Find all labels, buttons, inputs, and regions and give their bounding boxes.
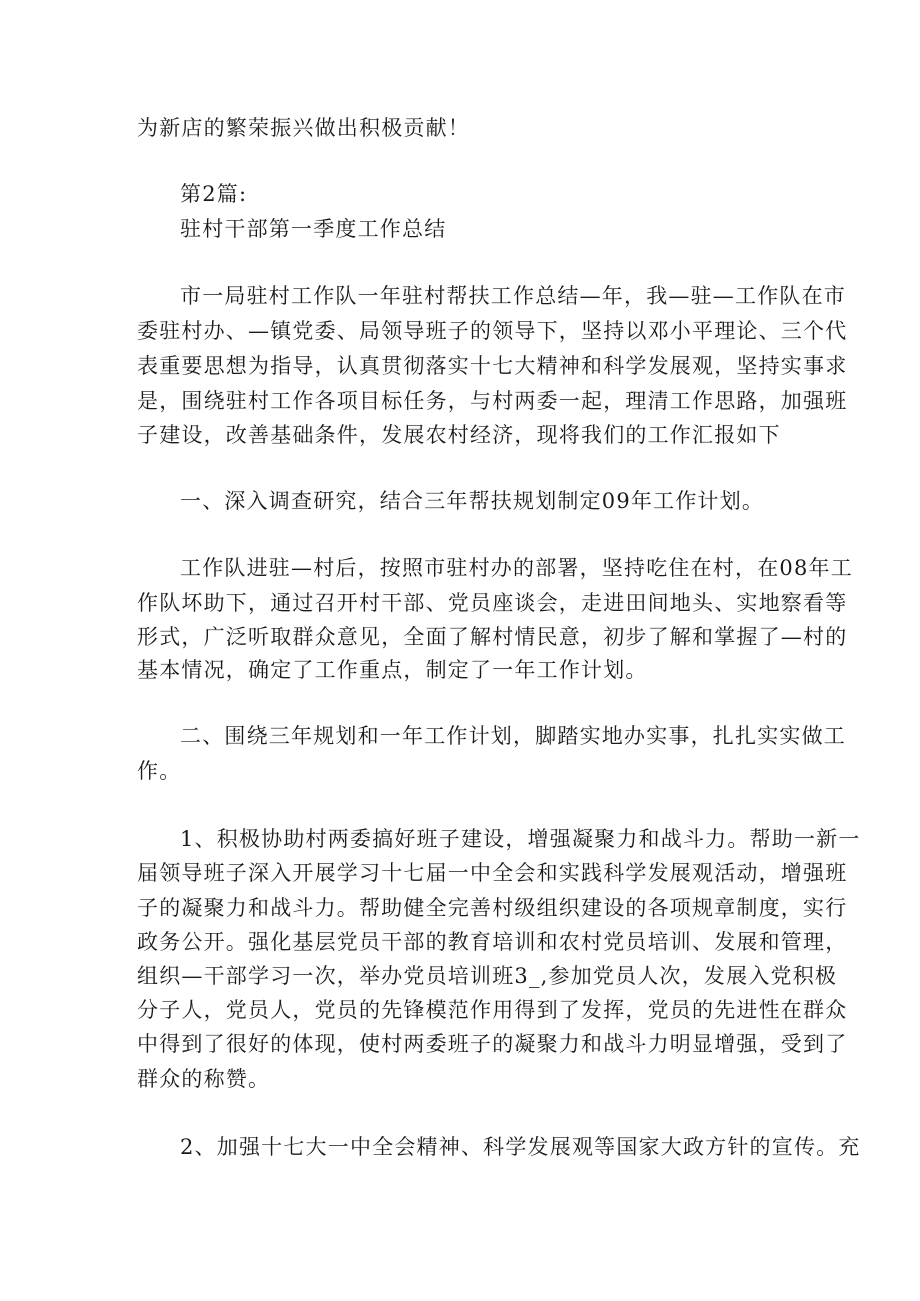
section-title: 驻村干部第一季度工作总结 (180, 217, 447, 241)
paragraph-line: 基本情况，确定了工作重点，制定了一年工作计划。 (137, 658, 648, 682)
paragraph-line: 1、积极协助村两委搞好班子建设，增强凝聚力和战斗力。帮助一新一 (180, 827, 861, 851)
paragraph-line: 子的凝聚力和战斗力。帮助健全完善村级组织建设的各项规章制度，实行 (137, 896, 848, 920)
section-label: 第2篇: (180, 182, 248, 206)
paragraph-line: 2、加强十七大一中全会精神、科学发展观等国家大政方针的宣传。充 (180, 1135, 861, 1159)
paragraph-line: 市一局驻村工作队一年驻村帮扶工作总结—年，我—驻—工作队在市 (180, 284, 846, 308)
subheading-line: 一、深入调查研究，结合三年帮扶规划制定09年工作计划。 (180, 489, 765, 513)
paragraph-line: 政务公开。强化基层党员干部的教育培训和农村党员培训、发展和管理， (137, 930, 848, 954)
paragraph-line: 届领导班子深入开展学习十七届一中全会和实践科学发展观活动，增强班 (137, 861, 848, 885)
paragraph-line: 工作队进驻—村后，按照市驻村办的部署，坚持吃住在村，在08年工 (180, 556, 853, 580)
paragraph-line: 作队坏助下，通过召开村干部、党员座谈会，走进田间地头、实地察看等 (137, 591, 848, 615)
paragraph-line: 委驻村办、—镇党委、局领导班子的领导下，坚持以邓小平理论、三个代 (137, 319, 848, 343)
paragraph-line: 子建设，改善基础条件，发展农村经济，现将我们的工作汇报如下 (137, 423, 781, 447)
paragraph-line: 群众的称赞。 (137, 1067, 271, 1091)
subheading-line: 作。 (137, 759, 182, 783)
paragraph-line: 表重要思想为指导，认真贯彻落实十七大精神和科学发展观，坚持实事求 (137, 354, 848, 378)
paragraph-line: 中得到了很好的体现，使村两委班子的凝聚力和战斗力明显增强，受到了 (137, 1032, 848, 1056)
paragraph-line: 组织—干部学习一次，举办党员培训班3_,参加党员人次，发展入党积极 (137, 964, 838, 988)
subheading-line: 二、围绕三年规划和一年工作计划，脚踏实地办实事，扎扎实实做工 (180, 724, 846, 748)
paragraph-line: 是，围绕驻村工作各项目标任务，与村两委一起，理清工作思路，加强班 (137, 389, 848, 413)
paragraph-line: 分子人，党员人，党员的先锋模范作用得到了发挥，党员的先进性在群众 (137, 998, 848, 1022)
paragraph-line: 形式，广泛听取群众意见，全面了解村情民意，初步了解和掌握了—村的 (137, 625, 848, 649)
text-line-closing: 为新店的繁荣振兴做出积极贡献！ (137, 116, 470, 140)
